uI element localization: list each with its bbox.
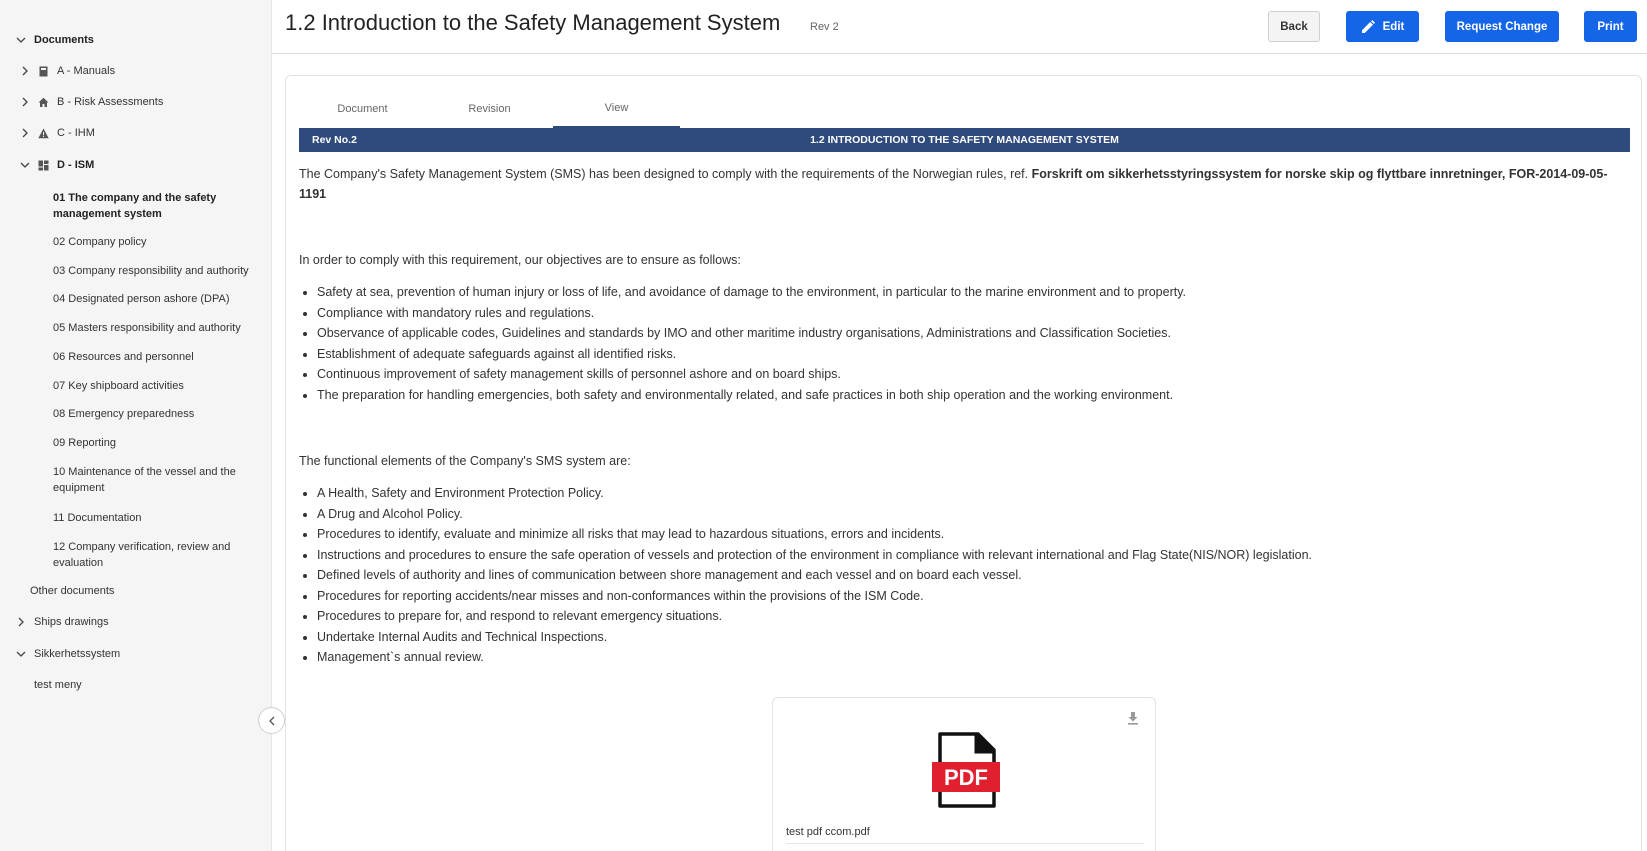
document-body	[299, 164, 1630, 668]
tree-item-label: Ships drawings	[34, 616, 109, 628]
tree-item-label: C - IHM	[57, 127, 95, 139]
tree-root-documents[interactable]	[16, 34, 94, 46]
pdf-file-icon	[932, 732, 1000, 810]
ism-item-02[interactable]: 02 Company policy	[53, 236, 147, 248]
objectives-list	[299, 282, 1630, 405]
pdf-badge-text: PDF	[944, 765, 988, 790]
chevron-right-icon	[20, 128, 30, 138]
list-item: • Observance of applicable codes, Guidelines and standards by IMO and other maritime industry organisations, Administrations and Classification Societies.	[317, 323, 1630, 344]
sidebar	[0, 0, 272, 851]
chevron-down-icon	[16, 649, 26, 659]
print-button[interactable]: Print	[1584, 11, 1637, 42]
book-icon	[38, 66, 49, 77]
tree-item-label: A - Manuals	[57, 65, 116, 77]
list-item: • A Health, Safety and Environment Protection Policy.	[317, 483, 1630, 504]
ism-item-10[interactable]: 10 Maintenance of the vessel and the equipment	[53, 466, 236, 494]
list-item: • The preparation for handling emergencies, both safety and environmentally related, and safe practices in both ship operation and the working environment.	[317, 385, 1630, 406]
tree-item-other-documents[interactable]	[30, 585, 114, 597]
ism-item-08[interactable]: 08 Emergency preparedness	[53, 408, 195, 420]
edit-button[interactable]	[1346, 11, 1419, 42]
tree-item-label: D - ISM	[57, 159, 95, 171]
tree-item-sikkerhetssystem[interactable]	[16, 648, 120, 660]
intro-text: The Company's Safety Management System (SMS) has been designed to comply with the requirements of the Norwegian rules, ref.	[299, 167, 1032, 181]
document-banner	[299, 128, 1630, 152]
tree-item-label: Other documents	[30, 585, 115, 597]
pencil-icon	[1361, 20, 1375, 34]
list-item: • Defined levels of authority and lines of communication between shore management and each vessel and on board each vessel.	[317, 565, 1630, 586]
intro-reference: Forskrift om sikkerhetsstyringssystem for norske skip og flyttbare innretninger, FOR-2014-09-05-1191	[299, 167, 1608, 201]
back-button[interactable]: Back	[1268, 11, 1320, 42]
elements-intro: The functional elements of the Company's SMS system are:	[299, 454, 631, 468]
list-item: • Safety at sea, prevention of human injury or loss of life, and avoidance of damage to the environment, in particular to the marine environment and to property.	[317, 282, 1630, 303]
download-icon[interactable]	[1125, 710, 1141, 726]
chevron-right-icon	[16, 617, 26, 627]
chevron-down-icon	[20, 160, 30, 170]
objectives-intro: In order to comply with this requirement, our objectives are to ensure as follows:	[299, 253, 741, 267]
tab-revision[interactable]: Revision	[468, 103, 511, 115]
list-item: • Undertake Internal Audits and Technical Inspections.	[317, 627, 1630, 648]
list-item: • A Drug and Alcohol Policy.	[317, 504, 1630, 525]
ism-item-11[interactable]: 11 Documentation	[53, 512, 142, 524]
tree-item-ships-drawings[interactable]	[16, 616, 109, 628]
ism-item-07[interactable]: 07 Key shipboard activities	[53, 380, 184, 392]
home-icon	[38, 97, 49, 108]
request-change-button[interactable]: Request Change	[1445, 11, 1559, 42]
edit-button-label: Edit	[1382, 20, 1405, 33]
tab-document[interactable]: Document	[337, 103, 388, 115]
banner-title: 1.2 INTRODUCTION TO THE SAFETY MANAGEMENT SYSTEM	[810, 134, 1119, 146]
list-item: • Continuous improvement of safety management skills of personnel ashore and on board ships.	[317, 364, 1630, 385]
chevron-left-icon	[267, 716, 277, 726]
chevron-right-icon	[20, 97, 30, 107]
ism-item-12[interactable]: 12 Company verification, review and evaluation	[53, 541, 231, 569]
tree-item-manuals[interactable]	[20, 65, 115, 77]
ism-item-01[interactable]: 01 The company and the safety management system	[53, 192, 217, 220]
list-item: • Procedures for reporting accidents/near misses and non-conformances within the provisions of the ISM Code.	[317, 586, 1630, 607]
ism-item-09[interactable]: 09 Reporting	[53, 437, 116, 449]
ism-item-06[interactable]: 06 Resources and personnel	[53, 351, 194, 363]
ism-item-05[interactable]: 05 Masters responsibility and authority	[53, 322, 241, 334]
tab-bar	[299, 90, 680, 128]
elements-list	[299, 483, 1630, 668]
list-item: • Procedures to prepare for, and respond to relevant emergency situations.	[317, 606, 1630, 627]
tree-item-label: Sikkerhetssystem	[34, 648, 121, 660]
page-header	[272, 0, 1647, 54]
attachment-card[interactable]	[772, 697, 1156, 851]
tree-item-ihm[interactable]	[20, 127, 95, 139]
list-item: • Compliance with mandatory rules and regulations.	[317, 303, 1630, 324]
document-card	[285, 75, 1642, 851]
list-item: • Instructions and procedures to ensure the safe operation of vessels and protection of the environment in compliance with relevant international and Flag State(NIS/NOR) legislation.	[317, 545, 1630, 566]
tree-item-ism[interactable]	[20, 159, 94, 171]
attachment-divider	[786, 843, 1144, 844]
ism-item-04[interactable]: 04 Designated person ashore (DPA)	[53, 293, 230, 305]
revision-label: Rev 2	[810, 21, 839, 33]
collapse-sidebar-button[interactable]	[258, 707, 285, 734]
dashboard-icon	[38, 160, 49, 171]
page-title: 1.2 Introduction to the Safety Management System	[285, 10, 781, 35]
tree-item-label: test meny	[34, 679, 82, 691]
tree-item-risk-assessments[interactable]	[20, 96, 163, 108]
ism-item-03[interactable]: 03 Company responsibility and authority	[53, 265, 249, 277]
attachment-file-name[interactable]: test pdf ccom.pdf	[786, 826, 870, 838]
banner-rev: Rev No.2	[312, 134, 357, 146]
tree-item-label: B - Risk Assessments	[57, 96, 164, 108]
list-item: • Management`s annual review.	[317, 647, 1630, 668]
tree-item-test-meny[interactable]	[34, 679, 82, 691]
warning-icon	[38, 128, 49, 139]
tree-root-label: Documents	[34, 34, 94, 46]
chevron-right-icon	[20, 66, 30, 76]
list-item: • Establishment of adequate safeguards against all identified risks.	[317, 344, 1630, 365]
list-item: • Procedures to identify, evaluate and minimize all risks that may lead to hazardous situations, errors and incidents.	[317, 524, 1630, 545]
chevron-down-icon	[16, 35, 26, 45]
tab-view[interactable]: View	[553, 90, 680, 128]
intro-paragraph	[299, 164, 1630, 204]
